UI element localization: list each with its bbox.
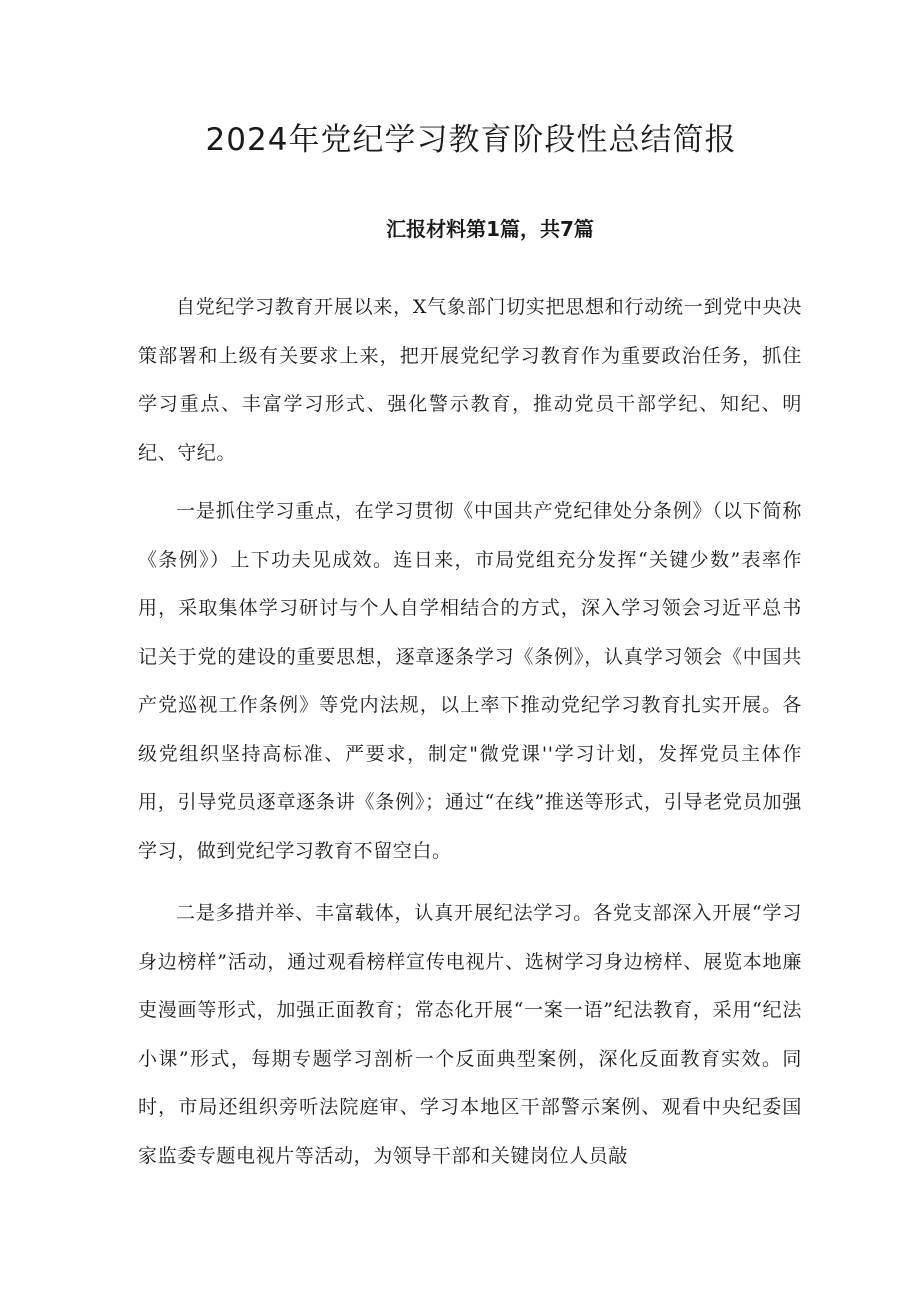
document-title: 2024年党纪学习教育阶段性总结简报 — [205, 122, 737, 158]
paragraph-multiple-measures: 二是多措并举、丰富载体，认真开展纪法学习。各党支部深入开展“学习身边榜样”活动，通过观看榜样宣传电视片、选树学习身边榜样、展览本地廉吏漫画等形式，加强正面教育；常态化开展“一案一语”纪法教育，采用“纪法小课”形式，每期专题学习剖析一个反面典型案例，深化反面教育实效。同时，市局还组织旁听法院庭审、学习本地区干部警示案例、观看中央纪委国家监委专题电视片等活动，为领导干部和关键岗位人员敲 — [138, 902, 802, 1167]
paragraph-intro: 自党纪学习教育开展以来，X气象部门切实把思想和行动统一到党中央决策部署和上级有关要求上来，把开展党纪学习教育作为重要政治任务，抓住学习重点、丰富学习形式、强化警示教育，推动党员干部学纪、知纪、明纪、守纪。 — [138, 296, 802, 464]
document-subtitle: 汇报材料第1篇，共7篇 — [386, 217, 594, 241]
paragraph-study-focus: 一是抓住学习重点，在学习贯彻《中国共产党纪律处分条例》（以下简称《条例》）上下功夫见成效。连日来，市局党组充分发挥“关键少数”表率作用，采取集体学习研讨与个人自学相结合的方式，深入学习领会习近平总书记关于党的建设的重要思想，逐章逐条学习《条例》，认真学习领会《中国共产党巡视工作条例》等党内法规，以上率下推动党纪学习教育扎实开展。各级党组织坚持高标准、严要求，制定"微党课''学习计划，发挥党员主体作用，引导党员逐章逐条讲《条例》；通过“在线”推送等形式，引导老党员加强学习，做到党纪学习教育不留空白。 — [138, 500, 802, 862]
